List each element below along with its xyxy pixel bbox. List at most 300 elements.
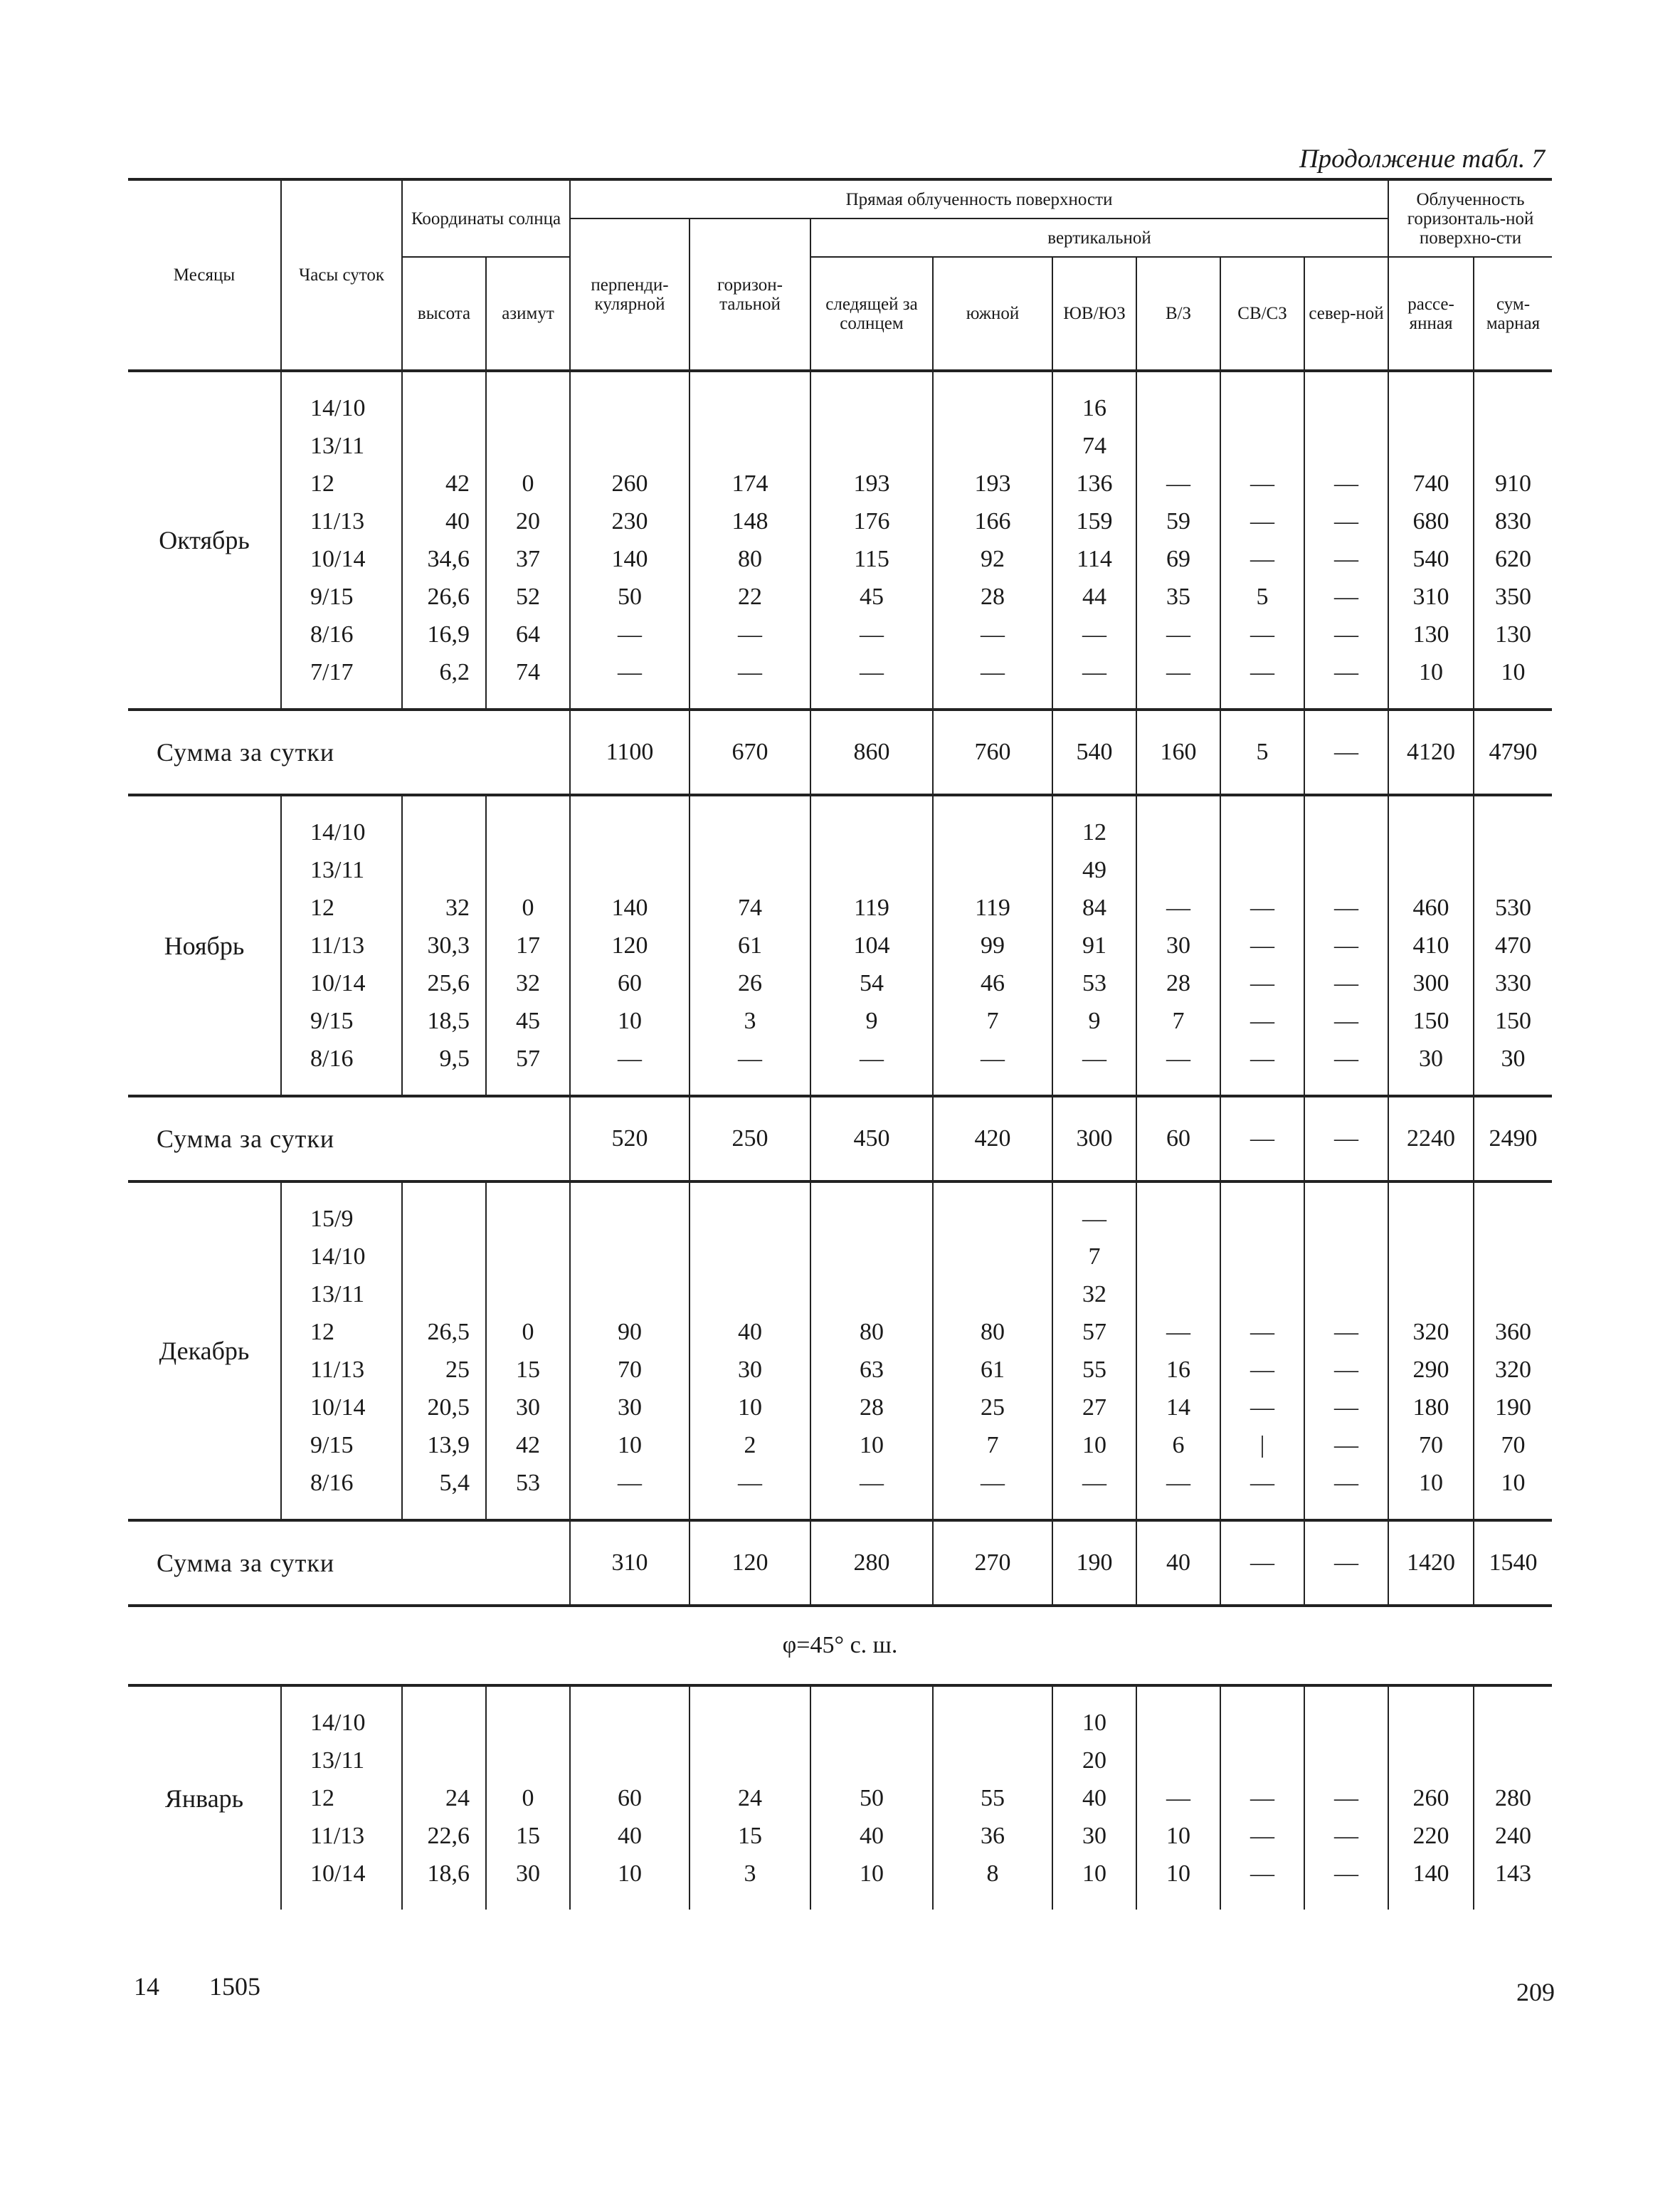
table-cell	[1137, 1200, 1220, 1238]
table-cell: 10	[618, 1008, 643, 1034]
table-cell: 12	[1082, 819, 1107, 846]
col-hours	[281, 1200, 402, 1502]
table-cell: 10	[1166, 1860, 1191, 1887]
table-cell: 69	[1166, 546, 1191, 572]
table-cell: —	[1250, 546, 1275, 572]
table-cell: 32	[516, 970, 540, 996]
sum-tracking: 280	[810, 1520, 933, 1606]
sum-total: 4790	[1474, 710, 1552, 795]
table-cell	[811, 1238, 932, 1275]
table-cell: 25	[445, 1357, 470, 1383]
spacer-cell	[570, 795, 690, 814]
col-ne-nw	[1220, 1200, 1304, 1502]
table-cell: 16,9	[427, 621, 470, 648]
table-cell: 8/16	[310, 1470, 354, 1496]
table-cell	[1474, 1742, 1552, 1779]
table-cell: 140	[611, 895, 648, 921]
spacer-cell	[570, 1502, 690, 1520]
col-diffuse	[1388, 389, 1474, 691]
spacer-cell	[1388, 1078, 1474, 1096]
sum-label: Сумма за сутки	[128, 710, 570, 795]
table-cell: 20	[516, 508, 540, 535]
table-cell: 44	[1082, 584, 1107, 610]
table-cell: 30	[1082, 1823, 1107, 1849]
table-cell: 150	[1412, 1008, 1449, 1034]
table-cell: 10	[1082, 1860, 1107, 1887]
sum-north: —	[1304, 710, 1388, 795]
spacer-cell	[1474, 1502, 1552, 1520]
table-cell: 14/10	[310, 395, 366, 421]
table-cell	[811, 1704, 932, 1742]
table-cell	[403, 1238, 470, 1275]
col-tracking	[810, 1704, 933, 1892]
latitude-label: φ=45° с. ш.	[128, 1606, 1552, 1685]
spacer-cell	[1304, 795, 1388, 814]
table-cell: 84	[1082, 895, 1107, 921]
table-cell: 740	[1412, 470, 1449, 497]
table-cell: 159	[1076, 508, 1113, 535]
table-cell: 119	[854, 895, 889, 921]
col-horizontal	[690, 1704, 810, 1892]
spacer-cell	[810, 1181, 933, 1200]
col-total	[1474, 814, 1552, 1078]
table-cell	[690, 1704, 810, 1742]
table-cell	[690, 1275, 810, 1313]
table-cell: 63	[860, 1357, 884, 1383]
table-cell: 10/14	[310, 546, 366, 572]
table-cell: —	[1250, 1319, 1275, 1345]
table-cell	[571, 1238, 689, 1275]
table-cell: 53	[1082, 970, 1107, 996]
table-cell: 10	[618, 1432, 643, 1458]
table-cell	[1474, 814, 1552, 851]
spacer-cell	[1052, 1502, 1136, 1520]
table-cell	[1389, 814, 1473, 851]
table-cell: 70	[1501, 1432, 1526, 1458]
sum-perpendicular: 310	[570, 1520, 690, 1606]
page-header: Продолжение табл. 7	[1299, 144, 1545, 174]
sum-tracking: 450	[810, 1096, 933, 1181]
table-cell: 460	[1412, 895, 1449, 921]
table-cell	[1389, 1238, 1473, 1275]
table-cell: 91	[1082, 932, 1107, 959]
table-cell: 2	[744, 1432, 756, 1458]
table-cell: 30,3	[427, 932, 470, 959]
table-cell: 5	[1256, 584, 1269, 610]
table-cell: 104	[853, 932, 890, 959]
table-cell: 13/11	[310, 1281, 365, 1307]
spacer-cell	[128, 1892, 281, 1910]
table-cell	[1474, 851, 1552, 889]
table-cell	[487, 427, 569, 465]
spacer-cell	[570, 371, 690, 389]
table-cell	[571, 1742, 689, 1779]
table-cell: 120	[611, 932, 648, 959]
table-cell	[811, 1275, 932, 1313]
table-cell: 6	[1172, 1432, 1185, 1458]
table-cell: —	[860, 1470, 884, 1496]
col-altitude	[402, 1200, 486, 1502]
spacer-cell	[281, 1181, 402, 1200]
sum-ne-nw: —	[1220, 1096, 1304, 1181]
col-ne-nw	[1220, 389, 1304, 691]
table-cell: 12	[310, 1785, 334, 1811]
spacer-cell	[486, 1181, 570, 1200]
table-cell: —	[738, 659, 763, 685]
table-cell	[571, 851, 689, 889]
col-perpendicular	[570, 1200, 690, 1502]
table-cell: —	[1334, 470, 1359, 497]
table-cell	[1137, 427, 1220, 465]
table-cell	[487, 1275, 569, 1313]
table-cell: 290	[1412, 1357, 1449, 1383]
col-se-sw	[1052, 1200, 1136, 1502]
col-se-sw	[1052, 1704, 1136, 1892]
spacer-cell	[402, 1502, 486, 1520]
table-cell: 910	[1495, 470, 1532, 497]
table-cell	[1474, 1238, 1552, 1275]
table-cell: 330	[1495, 970, 1532, 996]
spacer-cell	[1388, 691, 1474, 710]
table-cell: 11/13	[310, 1823, 365, 1849]
spacer-cell	[1474, 1078, 1552, 1096]
sum-se-sw: 190	[1052, 1520, 1136, 1606]
table-cell: 11/13	[310, 1357, 365, 1383]
table-cell	[1137, 1238, 1220, 1275]
table-cell	[934, 851, 1052, 889]
table-cell: 53	[516, 1470, 540, 1496]
table-cell: 11/13	[310, 508, 365, 535]
table-cell: 17	[516, 932, 540, 959]
table-cell	[403, 814, 470, 851]
table-cell: 32	[1082, 1281, 1107, 1307]
table-cell: 80	[738, 546, 763, 572]
table-cell	[1221, 851, 1304, 889]
table-cell: 22	[738, 584, 763, 610]
month-block	[128, 1200, 1552, 1502]
spacer-row	[128, 1078, 1552, 1096]
table-cell: 57	[516, 1046, 540, 1072]
col-e-w	[1136, 1704, 1220, 1892]
table-cell: 14/10	[310, 819, 366, 846]
table-cell	[934, 1275, 1052, 1313]
table-cell: —	[1250, 1785, 1275, 1811]
spacer-cell	[810, 1892, 933, 1910]
col-ne-nw	[1220, 814, 1304, 1078]
table-cell: 114	[1077, 546, 1112, 572]
sum-e-w: 40	[1136, 1520, 1220, 1606]
table-cell: —	[1334, 659, 1359, 685]
table-body	[128, 371, 1552, 1910]
table-cell: 40	[860, 1823, 884, 1849]
col-south	[933, 1200, 1052, 1502]
table-cell: 46	[981, 970, 1005, 996]
spacer-cell	[1136, 691, 1220, 710]
table-cell	[811, 1200, 932, 1238]
table-cell: —	[1250, 1357, 1275, 1383]
table-cell	[1137, 814, 1220, 851]
table-cell	[1137, 1704, 1220, 1742]
table-cell: 6,2	[439, 659, 470, 685]
table-cell	[811, 814, 932, 851]
spacer-row	[128, 1181, 1552, 1200]
col-south	[933, 814, 1052, 1078]
table-cell: —	[1334, 1008, 1359, 1034]
table-cell: 180	[1412, 1394, 1449, 1421]
table-cell: —	[1334, 584, 1359, 610]
table-cell: —	[1250, 470, 1275, 497]
table-cell: 55	[1082, 1357, 1107, 1383]
table-cell	[403, 851, 470, 889]
table-cell: —	[618, 1046, 643, 1072]
table-cell	[571, 1200, 689, 1238]
header-tracking: следящей за солнцем	[810, 257, 933, 371]
table-cell	[403, 389, 470, 427]
table-cell	[1474, 427, 1552, 465]
table-cell: 7	[1088, 1243, 1101, 1270]
spacer-cell	[690, 1685, 810, 1704]
table-cell: 9/15	[310, 1008, 354, 1034]
table-cell: 40	[618, 1823, 643, 1849]
table-cell: 10/14	[310, 970, 366, 996]
table-cell	[403, 1200, 470, 1238]
table-cell: |	[1259, 1432, 1265, 1458]
spacer-cell	[570, 1685, 690, 1704]
table-cell: —	[738, 621, 763, 648]
table-cell: 830	[1495, 508, 1532, 535]
col-tracking	[810, 1200, 933, 1502]
table-cell	[934, 389, 1052, 427]
col-azimuth	[486, 389, 570, 691]
spacer-row	[128, 795, 1552, 814]
table-cell: 30	[738, 1357, 763, 1383]
header-diffuse: рассе-янная	[1388, 257, 1474, 371]
table-cell: 140	[611, 546, 648, 572]
table-cell: —	[1166, 470, 1191, 497]
table-cell: 13/11	[310, 1747, 365, 1774]
table-cell: 80	[981, 1319, 1005, 1345]
table-cell: 30	[1166, 932, 1191, 959]
spacer-cell	[933, 1502, 1052, 1520]
spacer-cell	[570, 1181, 690, 1200]
table-cell: 8/16	[310, 621, 354, 648]
table-cell: 70	[618, 1357, 643, 1383]
col-tracking	[810, 814, 933, 1078]
table-cell: 30	[516, 1394, 540, 1421]
spacer-cell	[402, 1685, 486, 1704]
spacer-cell	[933, 1078, 1052, 1096]
table-cell: 18,6	[427, 1860, 470, 1887]
table-cell: 193	[853, 470, 890, 497]
table-cell: 190	[1495, 1394, 1532, 1421]
spacer-cell	[1304, 1078, 1388, 1096]
table-cell: —	[1334, 1394, 1359, 1421]
col-tracking	[810, 389, 933, 691]
table-cell	[1221, 1742, 1304, 1779]
spacer-cell	[128, 1078, 281, 1096]
table-cell: —	[1334, 546, 1359, 572]
table-cell: 10	[1501, 1470, 1526, 1496]
table-cell	[487, 1238, 569, 1275]
table-cell: 230	[611, 508, 648, 535]
table-cell: 30	[1501, 1046, 1526, 1072]
col-altitude	[402, 814, 486, 1078]
header-north: север-ной	[1304, 257, 1388, 371]
table-cell: —	[1250, 621, 1275, 648]
table-cell: 40	[1082, 1785, 1107, 1811]
col-perpendicular	[570, 814, 690, 1078]
table-cell: 8	[986, 1860, 999, 1887]
table-cell: 80	[860, 1319, 884, 1345]
table-cell: 50	[860, 1785, 884, 1811]
table-cell: 49	[1082, 857, 1107, 883]
spacer-cell	[690, 1892, 810, 1910]
signature-number: 14	[134, 1972, 159, 2001]
table-cell: 620	[1495, 546, 1532, 572]
col-ne-nw	[1220, 1704, 1304, 1892]
spacer-cell	[1136, 1892, 1220, 1910]
table-cell	[487, 1200, 569, 1238]
table-cell: 36	[981, 1823, 1005, 1849]
table-cell: 74	[738, 895, 763, 921]
table-cell: —	[738, 1470, 763, 1496]
spacer-cell	[690, 1078, 810, 1096]
table-cell: 0	[522, 470, 534, 497]
col-horizontal	[690, 389, 810, 691]
table-cell	[1221, 1275, 1304, 1313]
table-cell: —	[1082, 1046, 1107, 1072]
table-cell: 92	[981, 546, 1005, 572]
spacer-cell	[1304, 691, 1388, 710]
table-cell: —	[1334, 621, 1359, 648]
col-azimuth	[486, 814, 570, 1078]
spacer-cell	[1474, 795, 1552, 814]
table-cell: 60	[618, 970, 643, 996]
col-horizontal	[690, 814, 810, 1078]
table-cell: —	[860, 1046, 884, 1072]
spacer-cell	[281, 1078, 402, 1096]
table-cell: —	[981, 1046, 1005, 1072]
table-cell: 680	[1412, 508, 1449, 535]
table-cell: 10	[1419, 1470, 1444, 1496]
table-cell: —	[1250, 895, 1275, 921]
table-cell: —	[1250, 1470, 1275, 1496]
table-cell: 61	[981, 1357, 1005, 1383]
table-cell: 300	[1412, 970, 1449, 996]
spacer-cell	[1220, 691, 1304, 710]
table-cell	[1221, 814, 1304, 851]
table-cell: 10	[1501, 659, 1526, 685]
spacer-row	[128, 1685, 1552, 1704]
spacer-cell	[1052, 1892, 1136, 1910]
table-cell: 11/13	[310, 932, 365, 959]
table-cell: —	[1166, 659, 1191, 685]
table-cell	[1221, 1238, 1304, 1275]
spacer-cell	[402, 371, 486, 389]
spacer-cell	[128, 1685, 281, 1704]
table-cell: —	[1250, 1860, 1275, 1887]
table-cell: 28	[1166, 970, 1191, 996]
table-cell: 280	[1495, 1785, 1532, 1811]
spacer-cell	[128, 371, 281, 389]
month-label: Декабрь	[159, 1337, 250, 1365]
col-perpendicular	[570, 389, 690, 691]
table-cell: 3	[744, 1860, 756, 1887]
table-cell: 115	[854, 546, 889, 572]
sum-e-w: 60	[1136, 1096, 1220, 1181]
table-cell	[1474, 1704, 1552, 1742]
table-cell: 18,5	[427, 1008, 470, 1034]
table-cell: 15	[738, 1823, 763, 1849]
col-north	[1304, 1704, 1388, 1892]
table-cell: 240	[1495, 1823, 1532, 1849]
table-cell: 14/10	[310, 1243, 366, 1270]
table-cell: 0	[522, 895, 534, 921]
table-cell: 52	[516, 584, 540, 610]
spacer-cell	[1474, 1181, 1552, 1200]
spacer-cell	[1136, 1685, 1220, 1704]
spacer-cell	[933, 795, 1052, 814]
table-cell	[1389, 389, 1473, 427]
table-cell: —	[1334, 508, 1359, 535]
table-cell: 26	[738, 970, 763, 996]
table-cell: —	[618, 621, 643, 648]
footer-signature	[134, 1971, 310, 2001]
table-cell: 13/11	[310, 433, 365, 459]
table-cell	[1305, 1200, 1388, 1238]
table-cell: —	[1250, 1046, 1275, 1072]
col-azimuth	[486, 1200, 570, 1502]
table-cell: 28	[981, 584, 1005, 610]
table-cell	[1221, 389, 1304, 427]
table-cell: —	[1334, 1046, 1359, 1072]
table-cell: —	[1250, 970, 1275, 996]
spacer-cell	[933, 1892, 1052, 1910]
table-cell: 7	[986, 1432, 999, 1458]
table-cell: —	[1166, 621, 1191, 648]
table-cell: 260	[611, 470, 648, 497]
spacer-cell	[690, 795, 810, 814]
sum-south: 760	[933, 710, 1052, 795]
sum-horizontal: 670	[690, 710, 810, 795]
table-cell: 14/10	[310, 1710, 366, 1736]
table-cell: —	[1250, 1823, 1275, 1849]
sum-e-w: 160	[1136, 710, 1220, 795]
table-cell: 64	[516, 621, 540, 648]
spacer-cell	[1136, 795, 1220, 814]
spacer-cell	[1304, 371, 1388, 389]
spacer-cell	[933, 371, 1052, 389]
col-north	[1304, 389, 1388, 691]
table-cell	[1474, 389, 1552, 427]
table-cell: 22,6	[427, 1823, 470, 1849]
table-cell: 174	[731, 470, 768, 497]
table-cell: 10	[860, 1860, 884, 1887]
sum-se-sw: 300	[1052, 1096, 1136, 1181]
table-cell: 45	[860, 584, 884, 610]
spacer-cell	[1220, 1892, 1304, 1910]
table-cell: —	[860, 621, 884, 648]
header-e-w: В/З	[1136, 257, 1220, 371]
sum-diffuse: 4120	[1388, 710, 1474, 795]
table-cell: —	[1334, 970, 1359, 996]
spacer-cell	[486, 795, 570, 814]
table-cell	[690, 814, 810, 851]
table-cell	[811, 427, 932, 465]
table-cell: 40	[738, 1319, 763, 1345]
spacer-cell	[281, 1685, 402, 1704]
table-cell: 25,6	[427, 970, 470, 996]
